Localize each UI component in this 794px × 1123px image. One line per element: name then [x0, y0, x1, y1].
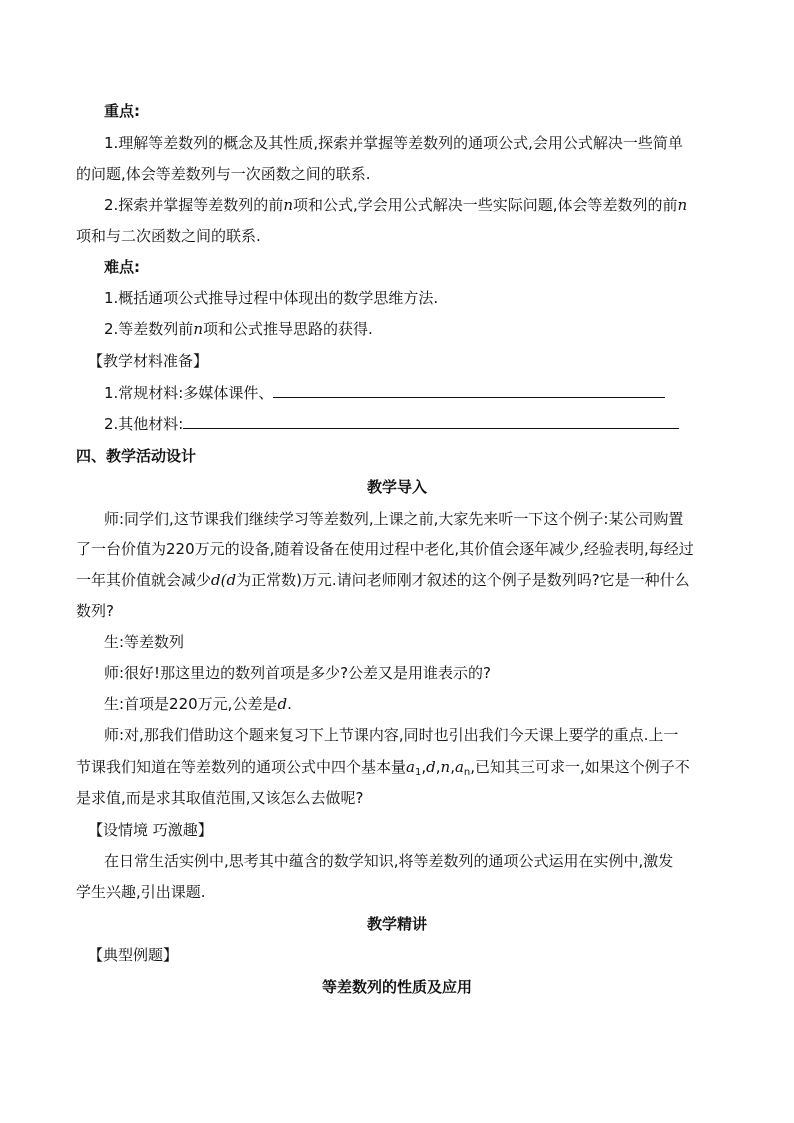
key-point-1-line-2: 的问题,体会等差数列与一次函数之间的联系.: [76, 165, 371, 183]
materials-item-1: 1.常规材料:多媒体课件、: [104, 383, 718, 403]
intro-title: 教学导入: [366, 478, 427, 496]
key-point-1-line-1: 1.理解等差数列的概念及其性质,探索并掌握等差数列的通项公式,会用公式解决一些简单: [104, 134, 683, 152]
difficulty-1: 1.概括通项公式推导过程中体现出的数学思维方法.: [104, 289, 439, 307]
key-points-heading: 重点:: [104, 102, 140, 120]
section-4-heading: 四、教学活动设计: [76, 447, 197, 465]
situation-line-1: 在日常生活实例中,思考其中蕴含的数学知识,将等差数列的通项公式运用在实例中,激发: [104, 852, 674, 870]
key-point-2-line-2: 项和与二次函数之间的联系.: [76, 227, 261, 245]
intro-teacher-1-line-4: 数列?: [76, 602, 114, 620]
materials-item-2: 2.其他材料:: [104, 414, 718, 434]
typical-examples-heading: 【典型例题】: [88, 946, 179, 964]
intro-teacher-3-line-1: 师:对,那我们借助这个题来复习下上节课内容,同时也引出我们今天课上要学的重点.上一: [104, 726, 679, 744]
intro-teacher-1-line-1: 师:同学们,这节课我们继续学习等差数列,上课之前,大家先来听一下这个例子:某公司购置: [104, 510, 684, 528]
lecture-title: 教学精讲: [366, 915, 427, 933]
difficulty-2: 2.等差数列前n项和公式推导思路的获得.: [104, 320, 373, 338]
intro-teacher-3-line-2: 节课我们知道在等差数列的通项公式中四个基本量$a_1,d,n,a_n$,已知其三可求一,如果这个例子不: [76, 758, 690, 778]
intro-teacher-1-line-2: 了一台价值为220万元的设备,随着设备在使用过程中老化,其价值会逐年减少,经验表明,每经过: [76, 540, 694, 558]
key-point-2-line-1: 2.探索并掌握等差数列的前n项和公式,学会用公式解决一些实际问题,体会等差数列的前n: [104, 196, 688, 214]
intro-teacher-3-line-3: 是求值,而是求其取值范围,又该怎么去做呢?: [76, 789, 364, 807]
materials-heading: 【教学材料准备】: [88, 352, 209, 370]
materials-blank-1: [273, 383, 665, 398]
intro-teacher-2: 师:很好!那这里边的数列首项是多少?公差又是用谁表示的?: [104, 664, 491, 682]
topic-title: 等差数列的性质及应用: [321, 978, 472, 996]
intro-student-2: 生:首项是220万元,公差是d.: [104, 695, 292, 713]
intro-teacher-1-line-3: 一年其价值就会减少d(d为正常数)万元.请问老师刚才叙述的这个例子是数列吗?它是一种什么: [76, 571, 690, 589]
situation-heading: 【设情境 巧激趣】: [88, 821, 213, 839]
situation-line-2: 学生兴趣,引出课题.: [76, 883, 206, 901]
difficulties-heading: 难点:: [104, 258, 140, 276]
materials-blank-2: [183, 414, 679, 429]
basic-quantities-formula: $a_1,d,n,a_n$: [406, 758, 471, 778]
intro-student-1: 生:等差数列: [104, 633, 185, 651]
